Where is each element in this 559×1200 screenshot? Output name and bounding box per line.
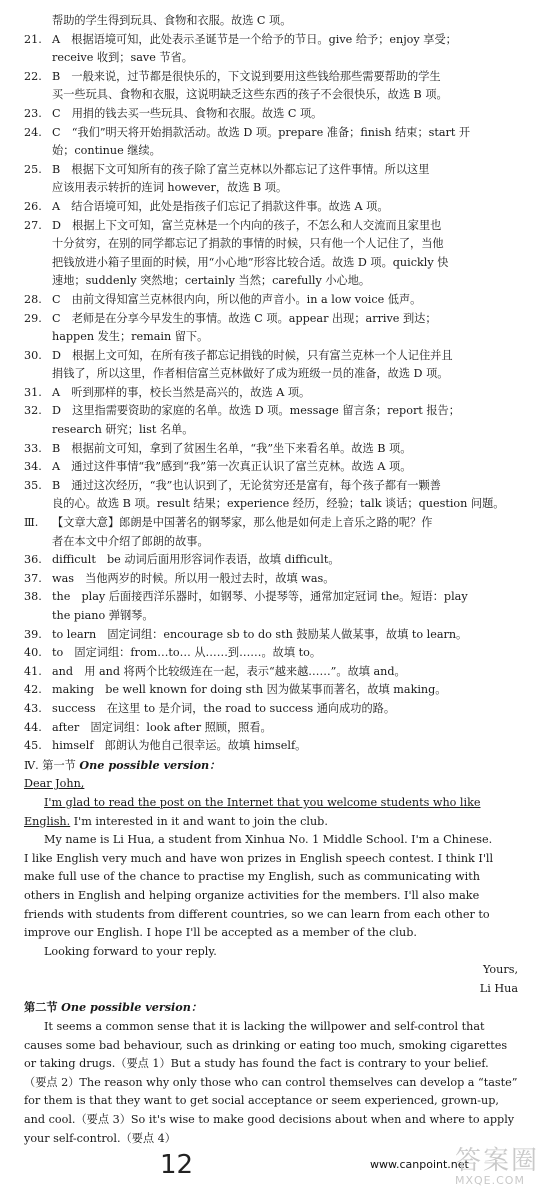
answer-line (24, 272, 544, 291)
answer-line-text: B 一般来说，过节都是很快乐的，下文说到要用这些钱给那些需要帮助的学生 (52, 69, 441, 83)
answer-number: 35. (24, 478, 42, 492)
answer-number: 38. (24, 590, 42, 604)
answer-line-text: 十分贫穷，在别的同学都忘记了捐款的事情的时候，只有他一个人记住了，当他 (52, 237, 444, 251)
answer-line-text: D 根据上文可知，在所有孩子都忘记捐钱的时候，只有富兰克林一个人记住并且 (52, 348, 453, 362)
answer-number: Ⅲ. (24, 516, 39, 530)
letter-p2-0: My name is Li Hua, a student from Xinhua No. 1 Middle School. I'm a Chinese. (44, 833, 493, 847)
section-2-label: 第二节 (24, 1000, 58, 1015)
handwritten-page-number: 12 (160, 1150, 194, 1180)
answer-line-text: to 固定词组：from…to… 从……到……。故填 to。 (52, 646, 322, 660)
answer-line-text: A 结合语境可知，此处是指孩子们忘记了捐款这件事。故选 A 项。 (52, 199, 389, 213)
answer-line-text: making be well known for doing sth 因为做某事而著名，故填 making。 (52, 683, 447, 697)
watermark-logo-big: 答案圈 (455, 1146, 540, 1176)
answer-line (24, 217, 544, 236)
answer-line-text: D 这里指需要资助的家庭的名单。故选 D 项。message 留言条；report 报告； (52, 404, 460, 418)
section-1-label: Ⅳ. 第一节 (24, 758, 76, 772)
answer-line-text: 良的心。故选 B 项。result 结果；experience 经历，经验；talk 谈话；question 问题。 (52, 497, 505, 511)
answer-line (24, 495, 544, 514)
letter-p2-4: friends with students from different countries, so we can learn from each other to (24, 907, 490, 921)
answer-line (24, 68, 544, 87)
answer-line-text: after 固定词组：look after 照顾，照看。 (52, 720, 272, 734)
answer-line (24, 235, 544, 254)
answer-number: 41. (24, 664, 42, 678)
answer-line (24, 719, 544, 738)
answer-line (24, 626, 544, 645)
answer-line-text: the piano 弹钢琴。 (52, 609, 154, 622)
letter-salutation: Dear John, (24, 777, 85, 791)
answer-line (24, 681, 544, 700)
answer-text (24, 12, 544, 1148)
answer-line-text: to learn 固定词组：encourage sb to do sth 鼓励某人做某事，故填 to learn。 (52, 627, 468, 641)
answer-line (24, 384, 544, 403)
answer-number: 23. (24, 106, 42, 120)
answer-line-text: the play 后面接西洋乐器时，如钢琴、小提琴等，通常加定冠词 the。短语：play (52, 590, 468, 604)
letter-signoff: Yours, (483, 963, 518, 977)
answer-line-text: receive 收到；save 节省。 (52, 51, 193, 65)
essay-line-1: causes some bad behaviour, such as drinking or eating too much, smoking cigarettes (24, 1038, 508, 1052)
answer-line (24, 161, 544, 180)
answer-line-text: D 根据上下文可知，富兰克林是一个内向的孩子，不怎么和人交流而且家里也 (52, 218, 442, 232)
essay-line-2: or taking drugs.（要点 1）But a study has found the fact is contrary to your belief. (24, 1057, 489, 1071)
answer-line (24, 458, 544, 477)
answer-line-text: A 听到那样的事，校长当然是高兴的，故选 A 项。 (52, 385, 311, 399)
answer-number: 28. (24, 292, 42, 306)
answer-number: 33. (24, 441, 42, 455)
answer-line (24, 477, 544, 496)
essay-line-5: and cool.（要点 3）So it's wise to make good decisions about when and where to apply (24, 1113, 515, 1127)
answer-line (24, 533, 544, 552)
answer-line-text: 帮助的学生得到玩具、食物和衣服。故选 C 项。 (52, 14, 292, 27)
answer-line-text: 捐钱了，所以这里，作者相信富兰克林做好了成为班级一员的准备，故选 D 项。 (52, 367, 449, 381)
answer-line (24, 570, 544, 589)
section-2-version: One possible version： (61, 1000, 203, 1015)
watermark-logo (455, 1148, 545, 1194)
answer-number: 32. (24, 404, 42, 418)
section-2-heading (24, 998, 544, 1018)
answer-line-text: 速地；suddenly 突然地；certainly 当然；carefully 小心地。 (52, 274, 371, 288)
site-url: www.canpoint.net (370, 1158, 469, 1171)
answer-line (24, 86, 544, 105)
answer-line (24, 347, 544, 366)
answer-number: 36. (24, 553, 42, 567)
answer-line-text: C 老师是在分享今早发生的事情。故选 C 项。appear 出现；arrive 到达； (52, 311, 437, 325)
letter-p1c: I'm interested in it and want to join the club. (70, 814, 328, 828)
letter-p2-5: improve our English. I hope I'll be accepted as a member of the club. (24, 926, 417, 940)
answer-number: 27. (24, 218, 42, 232)
answer-lines (24, 12, 544, 756)
answer-line-text: 应该用表示转折的连词 however，故选 B 项。 (52, 181, 288, 195)
answer-line-text: 始；continue 继续。 (52, 144, 161, 158)
answer-number: 34. (24, 460, 42, 474)
answer-line (24, 514, 544, 533)
answer-line (24, 644, 544, 663)
answer-number: 29. (24, 311, 42, 325)
answer-line-text: and 用 and 将两个比较级连在一起，表示“越来越……”。故填 and。 (52, 664, 406, 678)
answer-line-text: A 通过这件事情“我”感到“我”第一次真正认识了富兰克林。故选 A 项。 (52, 460, 412, 474)
answer-line-text: 买一些玩具、食物和衣服，这说明缺乏这些东西的孩子不会很快乐，故选 B 项。 (52, 88, 448, 102)
watermark-logo-small: MXQE.COM (455, 1174, 525, 1187)
answer-line (24, 179, 544, 198)
answer-line-text: research 研究；list 名单。 (52, 423, 194, 437)
answer-line-text: A 根据语境可知，此处表示圣诞节是一个给予的节日。give 给予；enjoy 享受； (52, 32, 457, 46)
answer-line-text: C 由前文得知富兰克林很内向，所以他的声音小。in a low voice 低声。 (52, 292, 422, 306)
answer-line (24, 49, 544, 68)
answer-line-text: was 当他两岁的时候。所以用一般过去时，故填 was。 (52, 571, 335, 585)
essay-line-6: your self-control.（要点 4） (24, 1131, 176, 1145)
answer-line (24, 402, 544, 421)
answer-line (24, 198, 544, 217)
answer-line (24, 12, 544, 31)
answer-number: 42. (24, 683, 42, 697)
answer-line-text: B 根据下文可知所有的孩子除了富兰克林以外都忘记了这件事情。所以这里 (52, 162, 430, 176)
answer-line (24, 663, 544, 682)
answer-line (24, 737, 544, 756)
answer-line (24, 124, 544, 143)
answer-line-text: success 在这里 to 是介词，the road to success 通向成功的路。 (52, 701, 396, 715)
answer-line-text: C 用捐的钱去买一些玩具、食物和衣服。故选 C 项。 (52, 106, 323, 120)
letter-p2-1: I like English very much and have won prizes in English speech contest. I think I'll (24, 851, 494, 865)
answer-number: 25. (24, 162, 42, 176)
answer-line (24, 607, 544, 626)
answer-number: 21. (24, 32, 42, 46)
answer-line-text: 者在本文中介绍了郎朗的故事。 (52, 534, 209, 548)
answer-number: 24. (24, 125, 42, 139)
answer-line-text: B 通过这次经历，“我”也认识到了，无论贫穷还是富有，每个孩子都有一颗善 (52, 478, 441, 492)
answer-number: 22. (24, 69, 42, 83)
answer-line (24, 31, 544, 50)
answer-line-text: happen 发生；remain 留下。 (52, 330, 209, 344)
answer-number: 26. (24, 199, 42, 213)
letter-p1b: English. (24, 814, 71, 828)
answer-number: 37. (24, 571, 42, 585)
answer-line-text: 把钱放进小箱子里面的时候，用“小心地”形容比较合适。故选 D 项。quickly 快 (52, 255, 449, 269)
answer-line (24, 310, 544, 329)
answer-number: 31. (24, 385, 42, 399)
answer-line-text: himself 郎朗认为他自己很幸运。故填 himself。 (52, 739, 307, 753)
letter-p2-2: make full use of the chance to practise my English, such as communicating with (24, 870, 480, 884)
answer-line (24, 588, 544, 607)
answer-line (24, 365, 544, 384)
section-1-version: One possible version： (79, 757, 221, 772)
answer-line (24, 700, 544, 719)
letter-p1b-line (24, 813, 544, 832)
letter-closing: Looking forward to your reply. (44, 944, 217, 958)
answer-number: 44. (24, 720, 42, 734)
answer-line-text: 【文章大意】郎朗是中国著名的钢琴家，那么他是如何走上音乐之路的呢？作 (52, 516, 433, 530)
letter-name: Li Hua (479, 981, 518, 995)
answer-line-text: B 根据前文可知，拿到了贫困生名单，“我”坐下来看名单。故选 B 项。 (52, 441, 412, 455)
answer-number: 45. (24, 739, 42, 753)
essay-line-4: for them is that they want to get social acceptance or seem experienced, grown-up, (24, 1094, 499, 1108)
answer-line (24, 440, 544, 459)
answer-number: 43. (24, 701, 42, 715)
answer-line (24, 291, 544, 310)
answer-line (24, 105, 544, 124)
answer-number: 39. (24, 627, 42, 641)
answer-line (24, 551, 544, 570)
answer-line (24, 254, 544, 273)
answer-line (24, 421, 544, 440)
answer-line-text: C “我们”明天将开始捐款活动。故选 D 项。prepare 准备；finish 结束；start 开 (52, 125, 471, 139)
section-1-heading (24, 756, 544, 776)
answer-line (24, 142, 544, 161)
essay-line-0: It seems a common sense that it is lacking the willpower and self-control that (44, 1020, 485, 1034)
letter-p1a: I'm glad to read the post on the Internet that you welcome students who like (44, 795, 481, 809)
answer-number: 30. (24, 348, 42, 362)
answer-line-text: difficult be 动词后面用形容词作表语，故填 difficult。 (52, 553, 340, 567)
answer-line (24, 328, 544, 347)
answer-number: 40. (24, 646, 42, 660)
letter-p2-3: others in English and helping organize activities for the members. I'll also make (24, 888, 480, 902)
essay-line-3: （要点 2）The reason why only those who can control themselves can develop a “taste” (24, 1075, 518, 1089)
